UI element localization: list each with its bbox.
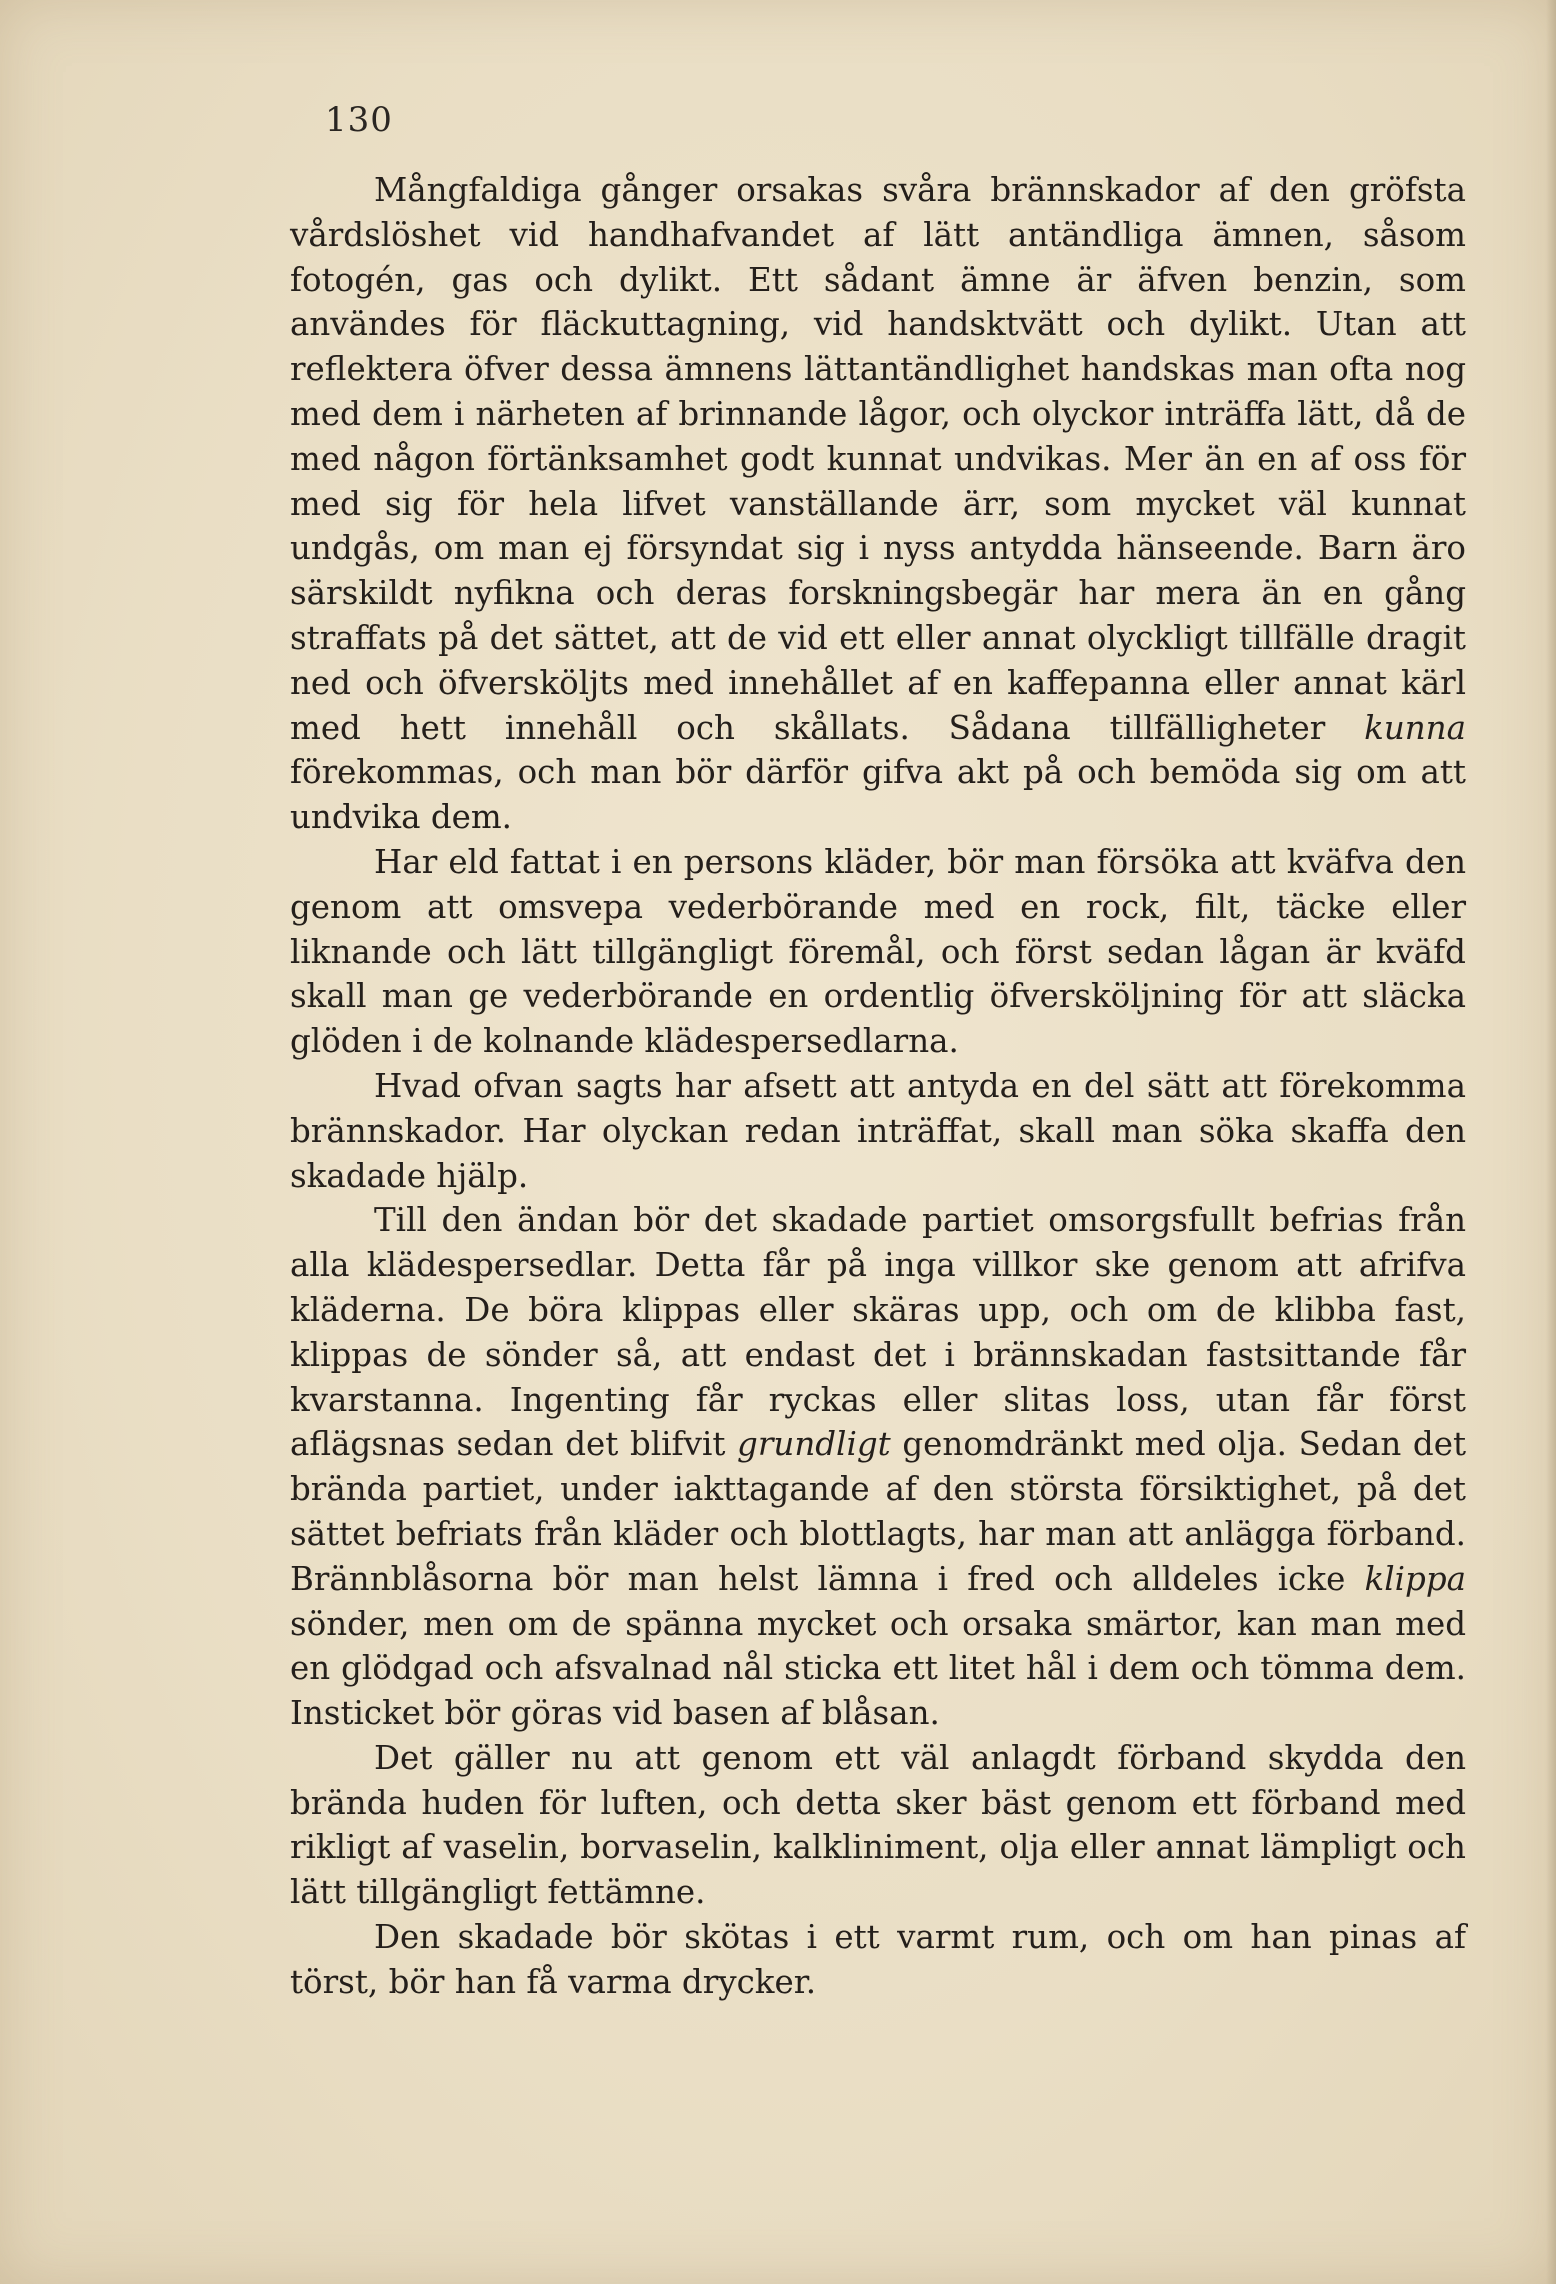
paragraph-5: Det gäller nu att genom ett väl anlagdt förband skydda den brända huden för luften, och detta sker bäst genom ett förband med rikligt af vaselin, borvaselin, kalkliniment, olja eller annat lämpligt och lätt tillgängligt fettämne. [290, 1738, 1466, 1912]
italic-emphasis: klippa [1364, 1559, 1466, 1598]
italic-emphasis: grundligt [737, 1425, 891, 1464]
paragraph-4: Till den ändan bör det skadade partiet omsorgsfullt befrias från alla klädespersedlar. Detta får på inga villkor ske genom att afrifva kläderna. De böra klippas eller skäras upp, och om de klibba fast, klippas de sönder så, att endast det i brännskadan fastsittande får kvarstanna. Ingenting får ryckas eller slitas loss, utan får först aflägsnas sedan det blifvit grundligt genomdränkt med olja. Sedan det brända partiet, under iakttagande af den största försiktighet, på det sättet befriats från kläder och blottlagts, har man att anlägga förband. Brännblåsorna bör man helst lämna i fred och alldeles icke klippa sönder, men om de spänna mycket och orsaka smärtor, kan man med en glödgad och afsvalnad nål sticka ett litet hål i dem och tömma dem. Insticket bör göras vid basen af blåsan. [290, 1201, 1467, 1733]
paragraph-3: Hvad ofvan sagts har afsett att antyda en del sätt att förekomma brännskador. Har olyckan redan inträffat, skall man söka skaffa den skadade hjälp. [290, 1066, 1466, 1195]
paragraph-2: Har eld fattat i en persons kläder, bör man försöka att kväfva den genom att omsvepa vederbörande med en rock, filt, täcke eller liknande och lätt tillgängligt föremål, och först sedan lågan är kväfd skall man ge vederbörande en ordentlig öfversköljning för att släcka glöden i de kolnande klädespersedlarna. [290, 842, 1466, 1061]
paragraph-1: Mångfaldiga gånger orsakas svåra brännskador af den gröfsta vårdslöshet vid handhafvandet af lätt antändliga ämnen, såsom fotogén, gas och dylikt. Ett sådant ämne är äfven benzin, som användes för fläckuttagning, vid handsktvätt och dylikt. Utan att reflektera öfver dessa ämnens lättantändlighet handskas man ofta nog med dem i närheten af brinnande lågor, och olyckor inträffa lätt, då de med någon förtänksamhet godt kunnat undvikas. Mer än en af oss för med sig för hela lifvet vanställande ärr, som mycket väl kunnat undgås, om man ej försyndat sig i nyss antydda hänseende. Barn äro särskildt nyfikna och deras forskningsbegär har mera än en gång straffats på det sättet, att de vid ett eller annat olyckligt tillfälle dragit ned och öfversköljts med innehållet af en kaffepanna eller annat kärl med hett innehåll och skållats. Sådana tillfälligheter kunna förekommas, och man bör därför gifva akt på och bemöda sig om att undvika dem. [290, 171, 1466, 837]
italic-emphasis: kunna [1364, 708, 1466, 747]
body-text [290, 168, 1466, 2005]
page-number: 130 [325, 100, 393, 140]
paragraph-6: Den skadade bör skötas i ett varmt rum, och om han pinas af törst, bör han få varma drycker. [290, 1918, 1466, 2001]
page-edge-shadow [1546, 0, 1556, 2284]
